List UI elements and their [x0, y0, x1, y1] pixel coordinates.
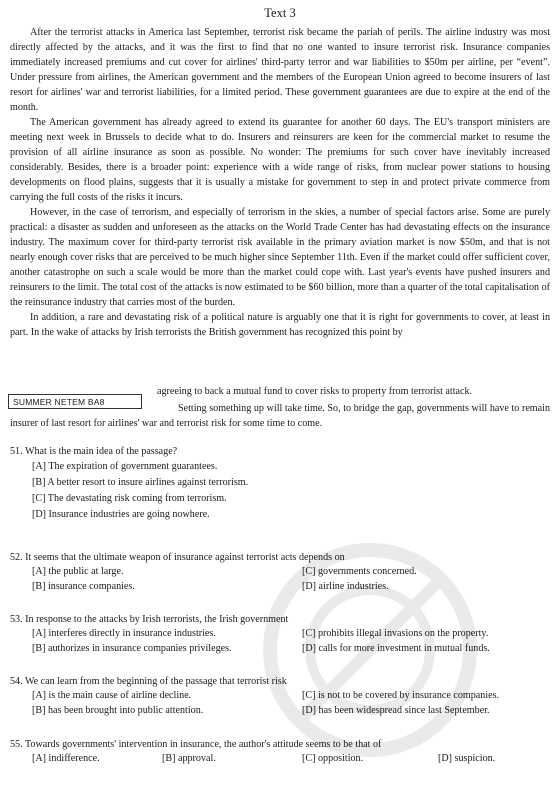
passage	[10, 25, 550, 340]
option-a[interactable]: [A] is the main cause of airline decline.	[32, 690, 192, 701]
option-a[interactable]: [A] interferes directly in insurance industries.	[32, 628, 216, 639]
paragraph-3: However, in the case of terrorism, and especially of terrorism in the skies, a number of special factors arise. Some are purely practical: a disaster as sudden and unforeseen as the attacks on the World Trade Center has had devastating effects on the insurance industry. The maximum cover for third-party terrorist risk available in the primary aviation market is now $50m, and that is not nearly enough cover risks that are perceived to be much higher since September 11th. Even if the market could offer sufficient cover, another catastrophe on such a scale would be more than the market could cope with. Last year's events have pushed insurers and reinsurers to the limit. The total cost of the attacks is now estimated to be $60 billion, more than a quarter of the total capitalisation of the reinsurance industry that carries most of the burden.	[10, 207, 550, 308]
option-d[interactable]: [D] calls for more investment in mutual funds.	[302, 643, 490, 654]
question-stem: 54. We can learn from the beginning of the passage that terrorist risk	[10, 676, 287, 687]
option-b[interactable]: [B] insurance companies.	[32, 581, 135, 592]
question-stem: 51. What is the main idea of the passage?	[10, 446, 178, 457]
option-c[interactable]: [C] is not to be covered by insurance companies.	[302, 690, 500, 701]
page-title: Text 3	[264, 6, 296, 20]
paragraph-2: The American government has already agreed to extend its guarantee for another 60 days. The EU's transport ministers are meeting next week in Brussels to decide what to do. Insurers and reinsurers are keen for the commercial market to resume the provision of all airline insurance as soon as possible. No wonder: The premiums for such cover have inevitably increased considerably. Besides, there is a broader point: experience with a wide range of risks, from nuclear power stations to housing developments on flood plains, suggests that it is usually a mistake for government to step in and protect private commerce from carrying the full costs of the risks it incurs.	[10, 117, 550, 203]
option-b[interactable]: [B] has been brought into public attention.	[32, 705, 204, 716]
option-a[interactable]: [A] The expiration of government guarantees.	[32, 461, 218, 472]
option-d[interactable]: [D] airline industries.	[302, 581, 389, 592]
option-c[interactable]: [C] governments concerned.	[302, 566, 417, 577]
option-c[interactable]: [C] opposition.	[302, 753, 364, 764]
source-stamp: SUMMER NETEM BA8	[8, 394, 142, 409]
question-stem: 52. It seems that the ultimate weapon of insurance against terrorist acts depends on	[10, 552, 345, 563]
option-a[interactable]: [A] indifference.	[32, 753, 100, 764]
question-stem: 53. In response to the attacks by Irish terrorists, the Irish government	[10, 614, 289, 625]
paragraph-4-continued: agreeing to back a mutual fund to cover risks to property from terrorist attack.	[157, 386, 473, 397]
option-d[interactable]: [D] has been widespread since last September.	[302, 705, 490, 716]
option-c[interactable]: [C] prohibits illegal invasions on the property.	[302, 628, 489, 639]
option-d[interactable]: [D] Insurance industries are going nowhere.	[32, 509, 210, 520]
option-d[interactable]: [D] suspicion.	[438, 753, 496, 764]
paragraph-4-end: Setting something up will take time. So, to bridge the gap, governments will have to remain insurer of last resort for airlines' war and terrorist risk for some time to come.	[10, 403, 550, 429]
option-b[interactable]: [B] approval.	[162, 753, 216, 764]
question-stem: 55. Towards governments' intervention in insurance, the author's attitude seems to be that of	[10, 739, 382, 750]
option-a[interactable]: [A] the public at large.	[32, 566, 124, 577]
paragraph-1: After the terrorist attacks in America last September, terrorist risk became the pariah of perils. The airline industry was most directly affected by the attacks, and it was the first to find that no one wanted to insure terrorist risk. Insurance companies immediately increased premiums and cut cover for airlines' third-party terror and war liabilities to $50m per airline, per “event”. Under pressure from airlines, the American government and the members of the European Union agreed to become insurers of last resort for airlines' war and terrorist liabilities, for a limited period. These government guarantees are due to expire at the end of the month.	[10, 27, 550, 113]
paragraph-4: In addition, a rare and devastating risk of a political nature is arguably one that it is right for governments to cover, at least in part. In the wake of attacks by Irish terrorists the British government has recognized this point by	[10, 312, 550, 338]
option-b[interactable]: [B] authorizes in insurance companies privileges.	[32, 643, 232, 654]
option-c[interactable]: [C] The devastating risk coming from terrorism.	[32, 493, 227, 504]
option-b[interactable]: [B] A better resort to insure airlines against terrorism.	[32, 477, 249, 488]
